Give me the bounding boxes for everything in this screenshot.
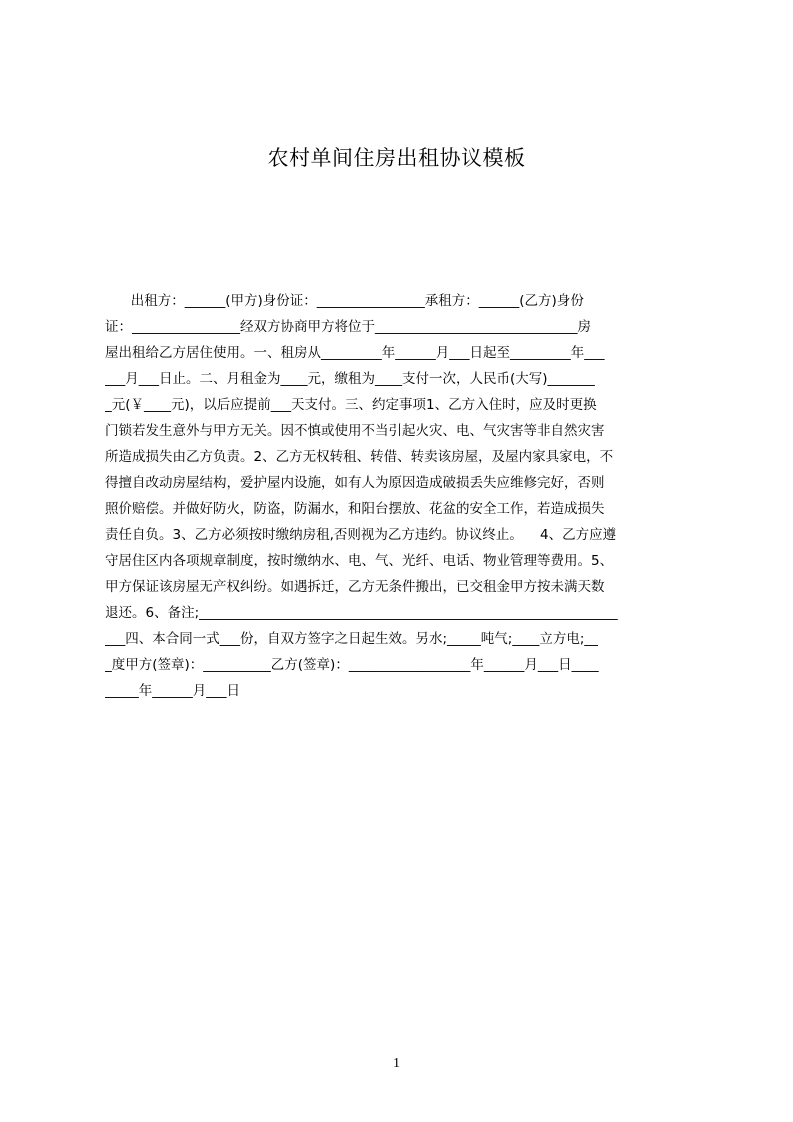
text-line: 屋出租给乙方居住使用。一、租房从_________年______月___日起至_________年___ [105, 345, 605, 361]
text-line: _元(￥____元)，以后应提前___天支付。三、约定事项1、乙方入住时，应及时更换 [105, 397, 597, 413]
text-line: 出租方：______(甲方)身份证：________________承租方：______(乙方)身份 [105, 293, 584, 309]
text-line: 所造成损失由乙方负责。2、乙方无权转租、转借、转卖该房屋，及屋内家具家电，不 [105, 449, 614, 465]
document-title: 农村单间住房出租协议模板 [267, 146, 526, 170]
text-line: 证：________________经双方协商甲方将位于______________________________房 [105, 319, 591, 335]
text-line: 照价赔偿。并做好防火，防盗，防漏水，和阳台摆放、花盆的安全工作，若造成损失 [105, 501, 605, 517]
text-line: 甲方保证该房屋无产权纠纷。如遇拆迁，乙方无条件搬出，已交租金甲方按未满天数 [105, 579, 605, 595]
agreement-body [105, 288, 698, 704]
text-line: 得擅自改动房屋结构，爱护屋内设施，如有人为原因造成破损丢失应维修完好，否则 [105, 475, 605, 491]
text-line: 守居住区内各项规章制度，按时缴纳水、电、气、光纤、电话、物业管理等费用。5、 [105, 553, 614, 569]
text-line: ___月___日止。二、月租金为____元，缴租为____支付一次，人民币(大写)_______ [105, 371, 595, 387]
text-line: 责任自负。3、乙方必须按时缴纳房租,否则视为乙方违约。协议终止。 4、乙方应遵 [105, 527, 617, 543]
text-line: 退还。6、备注;______________________________________________________________ [105, 605, 618, 621]
text-line: 门锁若发生意外与甲方无关。因不慎或使用不当引起火灾、电、气灾害等非自然灾害 [105, 423, 605, 439]
page-number: 1 [393, 1056, 400, 1071]
text-line: _度甲方(签章)：__________乙方(签章)：__________________年______月___日____ [105, 657, 599, 673]
text-line: ___四、本合同一式___份，自双方签字之日起生效。另水;_____吨气;____立方电;__ [105, 631, 598, 647]
text-line: _____年______月___日 [105, 683, 240, 699]
